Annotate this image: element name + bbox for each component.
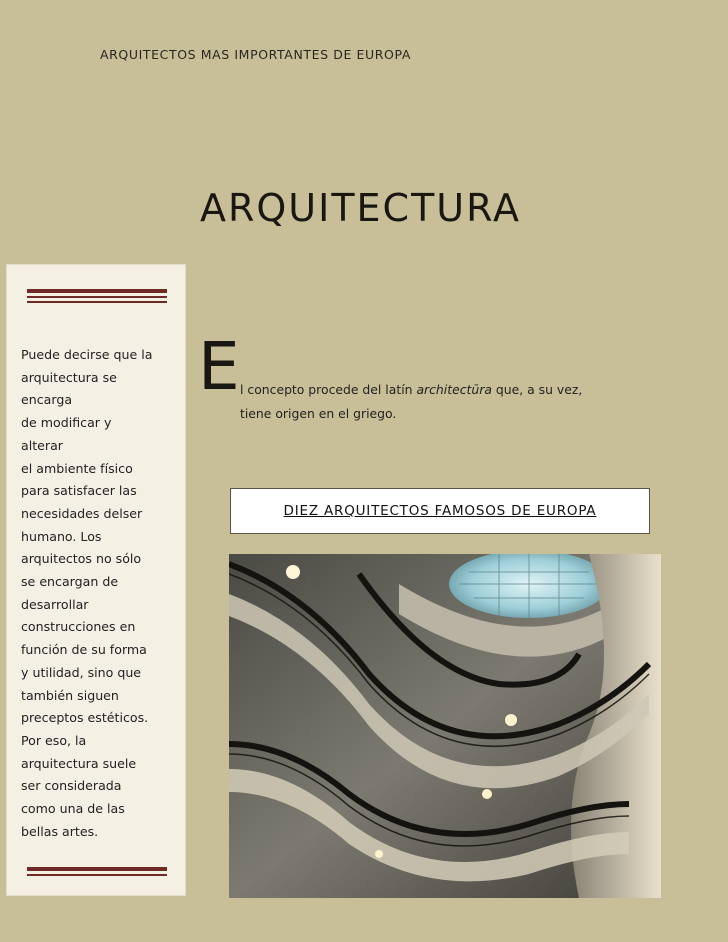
sidebar-line: arquitectura suele (21, 755, 137, 771)
page-header: ARQUITECTOS MAS IMPORTANTES DE EUROPA (100, 47, 411, 62)
sidebar-line: Por eso, la (21, 732, 87, 748)
sidebar-line: para satisfacer las (21, 483, 137, 499)
sidebar-line: arquitectura se (21, 369, 117, 385)
sidebar-line: el ambiente físico (21, 460, 133, 476)
sidebar-line: alterar (21, 437, 63, 453)
sidebar-line: función de su forma (21, 642, 147, 658)
sidebar-line: y utilidad, sino que (21, 664, 142, 680)
intro-italic-term: architectūra (416, 382, 492, 397)
sidebar-line: se encargan de (21, 574, 119, 590)
intro-text-end: que, a su vez, (491, 382, 583, 397)
section-heading-box (230, 488, 650, 534)
sidebar-line: de modificar y (21, 415, 112, 431)
sidebar-line: Puede decirse que la (21, 347, 153, 362)
sidebar-rule-bottom (27, 867, 167, 876)
section-heading: DIEZ ARQUITECTOS FAMOSOS DE EUROPA (283, 503, 597, 519)
sidebar-line: necesidades delser (21, 505, 143, 521)
sidebar-line: humano. Los (21, 528, 102, 544)
intro-paragraph (240, 378, 640, 426)
intro-line-2: tiene origen en el griego. (240, 406, 397, 421)
intro-text-start: l concepto procede del latín (240, 382, 417, 397)
page-title: ARQUITECTURA (200, 186, 521, 230)
sidebar-line: preceptos estéticos. (21, 710, 149, 726)
sidebar-line: también siguen (21, 687, 119, 703)
architecture-photo (229, 554, 661, 898)
sidebar-line: desarrollar (21, 596, 89, 612)
sidebar-line: como una de las (21, 801, 125, 817)
sidebar-text (21, 344, 171, 843)
sidebar-line: bellas artes. (21, 823, 99, 839)
drop-cap: E (198, 328, 240, 405)
intro-line-1 (240, 378, 640, 402)
rotunda-illustration (229, 554, 661, 898)
sidebar-line: encarga (21, 392, 73, 408)
sidebar-line: arquitectos no sólo (21, 551, 142, 567)
sidebar-line: ser considerada (21, 778, 122, 794)
sidebar-rule-top (27, 289, 167, 303)
sidebar-line: construcciones en (21, 619, 136, 635)
